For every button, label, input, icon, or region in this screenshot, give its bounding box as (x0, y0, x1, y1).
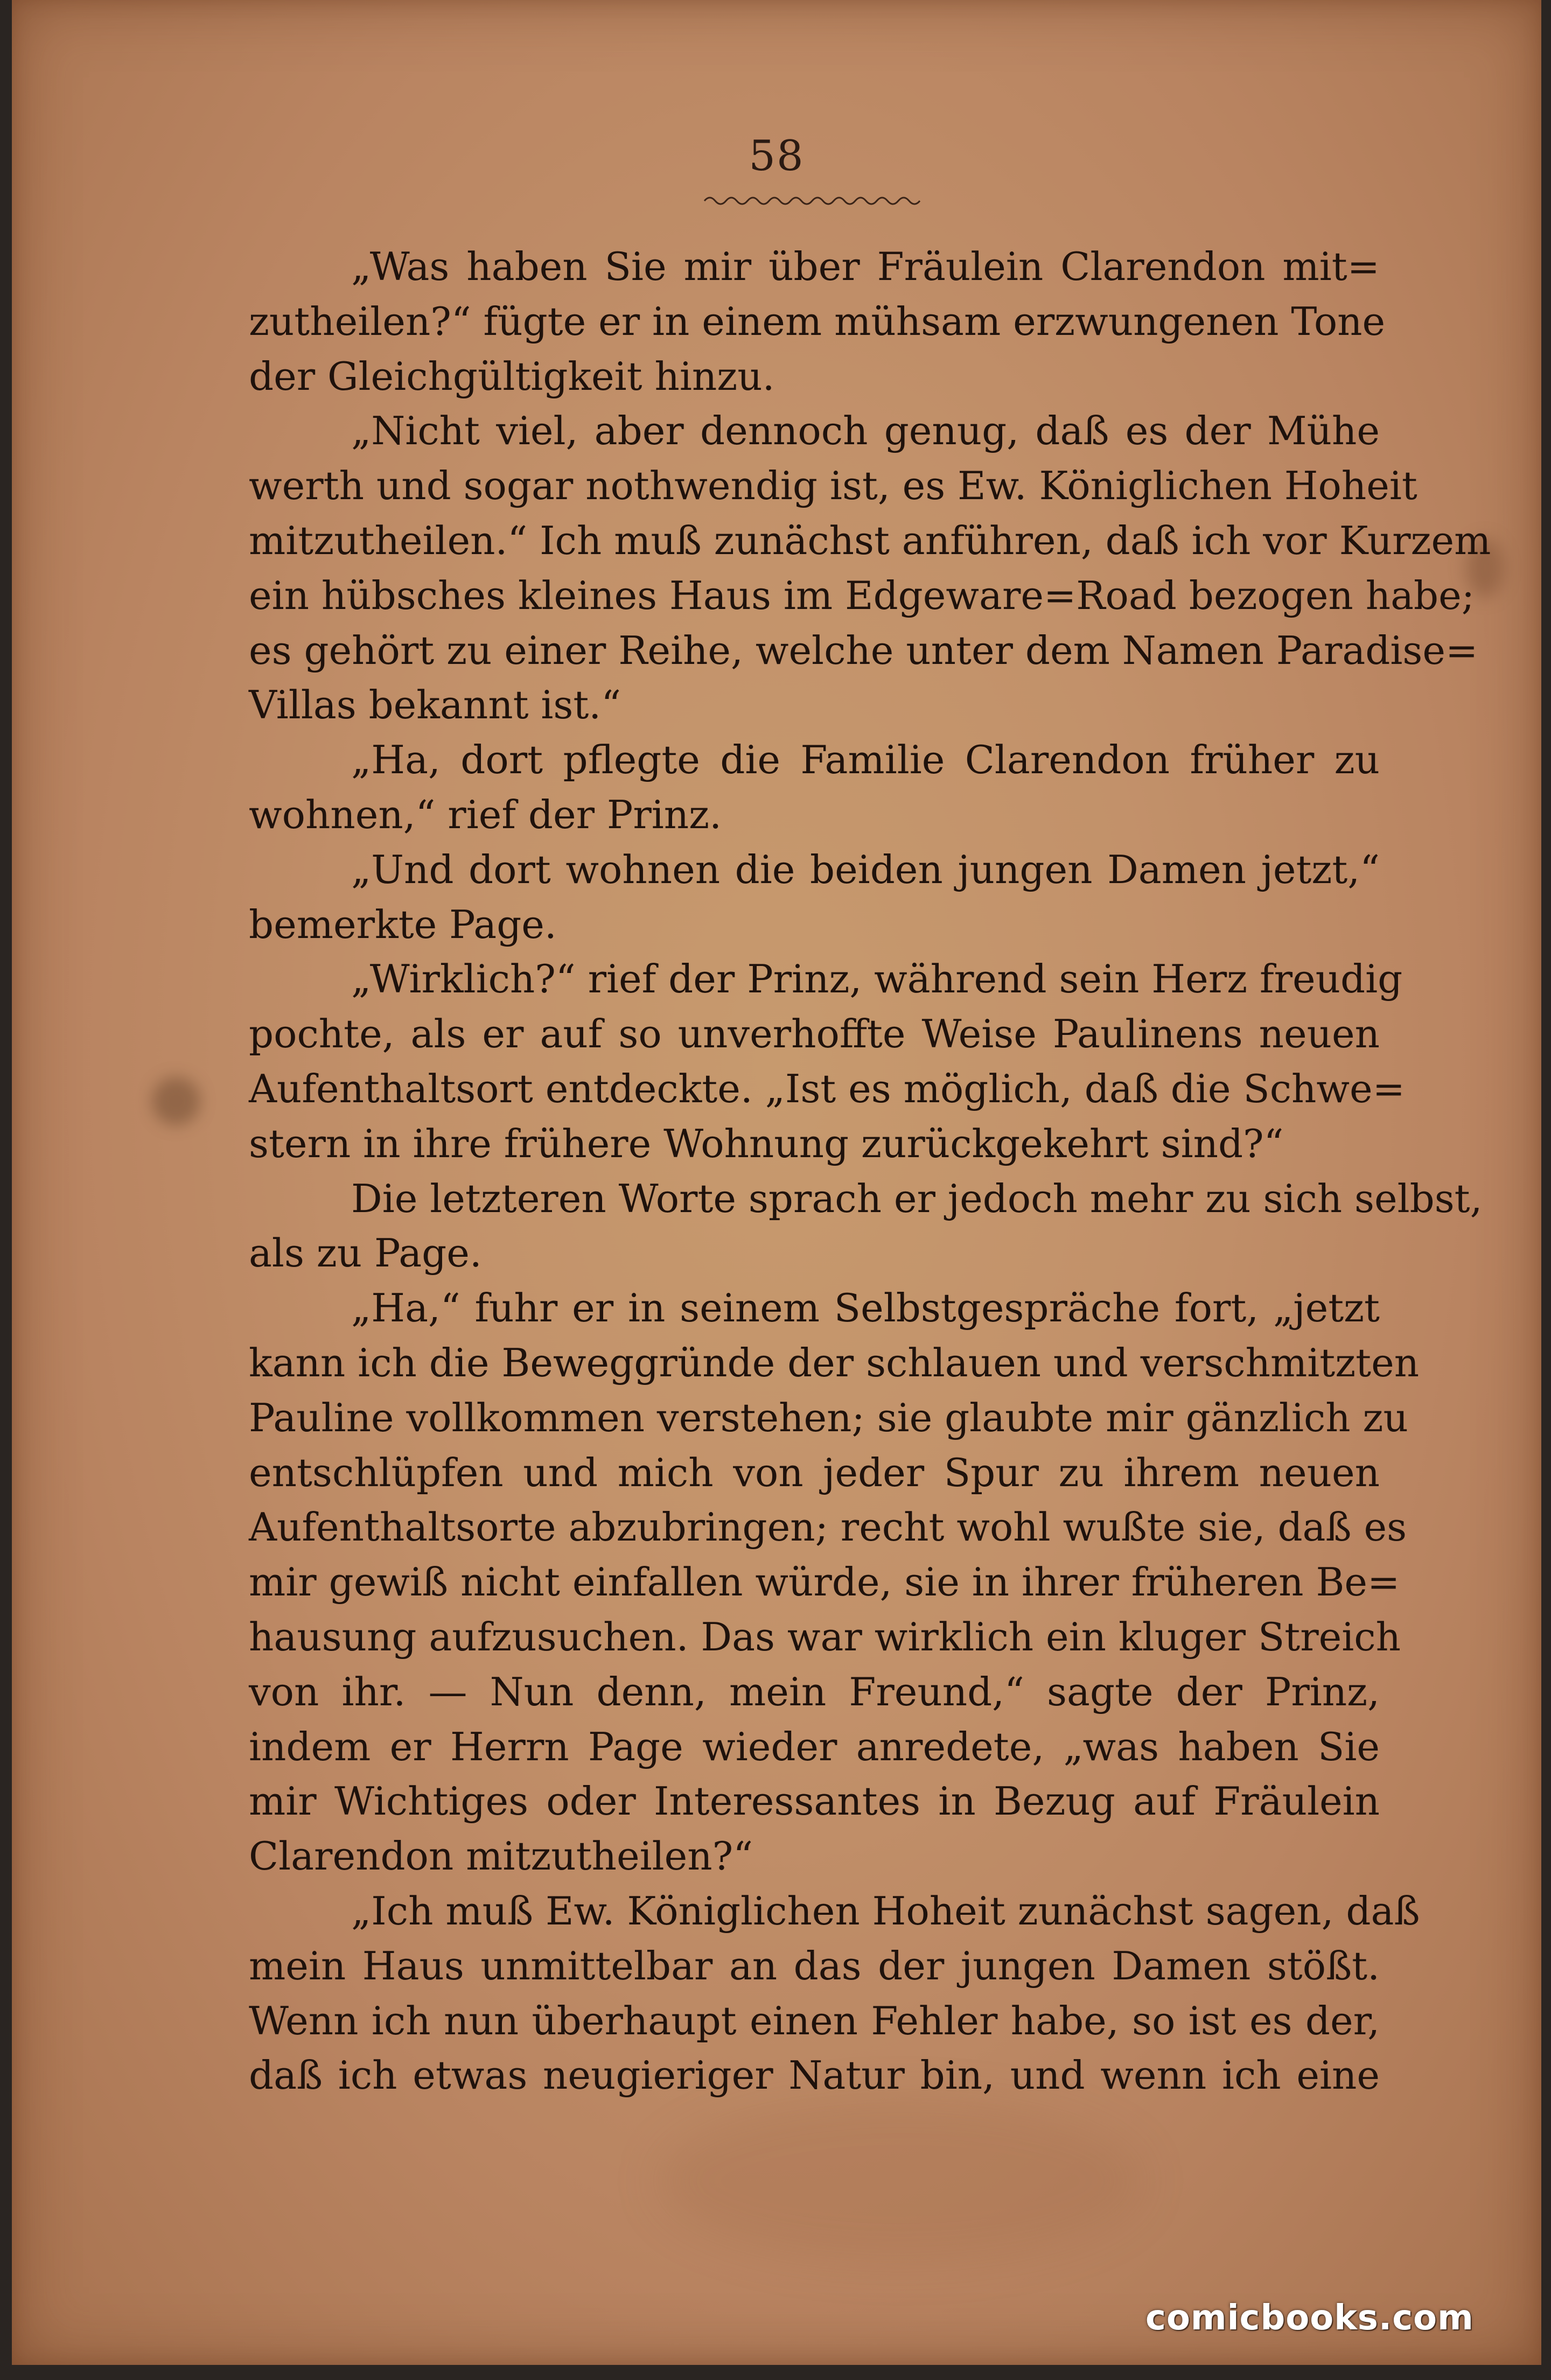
ornamental-rule (702, 191, 928, 207)
text-line: es gehört zu einer Reihe, welche unter dem Namen Paradise= (249, 627, 1478, 673)
text-line: entschlüpfen und mich von jeder Spur zu ihrem neuen (249, 1450, 1380, 1495)
page-header (12, 132, 1541, 180)
watermark-logo: comicbooks.com (1145, 2298, 1474, 2338)
text-line: mein Haus unmittelbar an das der jungen Damen stößt. (249, 1943, 1380, 1989)
paper-stain (658, 2100, 1143, 2262)
text-line: Die letzteren Worte sprach er jedoch mehr zu sich selbst, (351, 1175, 1483, 1221)
text-line: der Gleichgültigkeit hinzu. (249, 353, 775, 399)
text-line: ein hübsches kleines Haus im Edgeware=Road bezogen habe; (249, 572, 1475, 618)
text-line: „Was haben Sie mir über Fräulein Clarendon mit= (351, 244, 1380, 289)
text-line: wohnen,“ rief der Prinz. (249, 792, 722, 837)
body-text (249, 240, 1491, 2103)
text-line: mitzutheilen.“ Ich muß zunächst anführen, daß ich vor Kurzem (249, 517, 1491, 563)
text-line: stern in ihre frühere Wohnung zurückgekehrt sind?“ (249, 1121, 1284, 1166)
text-line: als zu Page. (249, 1230, 482, 1276)
text-line: „Wirklich?“ rief der Prinz, während sein Herz freudig (351, 956, 1403, 1002)
text-line: „Und dort wohnen die beiden jungen Damen jetzt,“ (351, 846, 1380, 892)
text-line: „Ha, dort pflegte die Familie Clarendon früher zu (351, 737, 1380, 783)
text-line: Aufenthaltsort entdeckte. „Ist es möglich, daß die Schwe= (249, 1066, 1405, 1111)
text-line: Aufenthaltsorte abzubringen; recht wohl wußte sie, daß es (249, 1504, 1407, 1550)
text-line: mir gewiß nicht einfallen würde, sie in ihrer früheren Be= (249, 1559, 1400, 1605)
text-line: Wenn ich nun überhaupt einen Fehler habe, so ist es der, (249, 1998, 1380, 2043)
text-line: pochte, als er auf so unverhoffte Weise Paulinens neuen (249, 1011, 1380, 1057)
text-line: „Nicht viel, aber dennoch genug, daß es der Mühe (351, 408, 1380, 454)
text-line: kann ich die Beweggründe der schlauen und verschmitzten (249, 1340, 1420, 1385)
text-line: hausung aufzusuchen. Das war wirklich ein kluger Streich (249, 1614, 1401, 1660)
text-line: Pauline vollkommen verstehen; sie glaubte mir gänzlich zu (249, 1395, 1408, 1440)
book-page (12, 0, 1541, 2365)
text-line: zutheilen?“ fügte er in einem mühsam erzwungenen Tone (249, 298, 1386, 344)
text-line: „Ich muß Ew. Königlichen Hoheit zunächst sagen, daß (351, 1888, 1420, 1934)
text-line: „Ha,“ fuhr er in seinem Selbstgespräche fort, „jetzt (351, 1285, 1380, 1331)
paper-stain (152, 1077, 200, 1125)
page-number: 58 (749, 132, 805, 180)
text-line: bemerkte Page. (249, 901, 557, 947)
text-line: mir Wichtiges oder Interessantes in Bezug auf Fräulein (249, 1779, 1380, 1824)
text-line: indem er Herrn Page wieder anredete, „was haben Sie (249, 1724, 1380, 1769)
text-line: Clarendon mitzutheilen?“ (249, 1833, 753, 1879)
text-line: von ihr. — Nun denn, mein Freund,“ sagte der Prinz, (249, 1669, 1380, 1714)
text-line: Villas bekannt ist.“ (249, 682, 621, 728)
text-line: werth und sogar nothwendig ist, es Ew. Königlichen Hoheit (249, 463, 1417, 509)
text-line: daß ich etwas neugieriger Natur bin, und wenn ich eine (249, 2053, 1380, 2098)
